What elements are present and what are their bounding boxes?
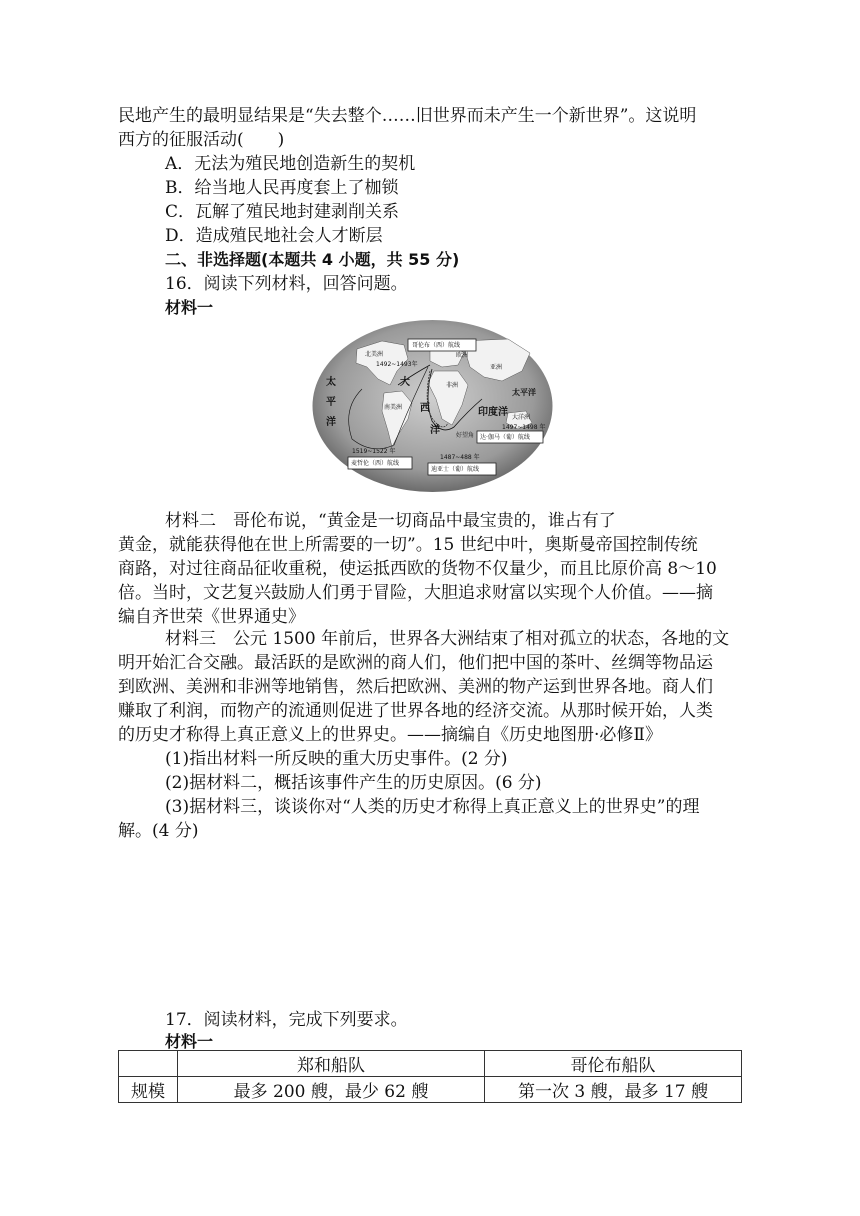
q16-m2-line4: 倍。当时，文艺复兴鼓励人们勇于冒险，大胆追求财富以实现个人价值。——摘 [118, 583, 713, 603]
year-1487-label: 1487~488 年 [440, 454, 480, 461]
q16-material1-label: 材料一 [165, 298, 214, 317]
q16-question-3: (3)据材料三，谈谈你对“人类的历史才称得上真正意义上的世界史”的理 [165, 797, 700, 817]
q16-m2-line1: 材料二 哥伦布说，“黄金是一切商品中最宝贵的，谁占有了 [165, 511, 616, 531]
q16-question-2: (2)据材料二，概括该事件产生的历史原因。(6 分) [165, 773, 542, 793]
q17-intro: 17．阅读材料，完成下列要求。 [165, 1010, 408, 1030]
north-america-label: 北美洲 [365, 351, 384, 358]
q16-m3-line2: 明开始汇合交融。最活跃的是欧洲的商人们，他们把中国的茶叶、丝绸等物品运 [118, 653, 713, 673]
table-header-row [119, 1051, 742, 1077]
fleet-comparison-table [118, 1050, 742, 1103]
pacific-left-3: 洋 [326, 417, 336, 428]
q15-option-c: C．瓦解了殖民地封建剥削关系 [165, 202, 400, 222]
q16-question-1: (1)指出材料一所反映的重大历史事件。(2 分) [165, 749, 508, 769]
europe-label: 欧洲 [456, 352, 469, 359]
table-cell: 最多 200 艘，最少 62 艘 [178, 1077, 485, 1103]
q16-m3-line5: 的历史才称得上真正意义上的世界史。——摘编自《历史地图册·必修Ⅱ》 [118, 725, 662, 745]
q16-m3-line3: 到欧洲、美洲和非洲等地销售，然后把欧洲、美洲的物产运到世界各地。商人们 [118, 677, 713, 697]
south-america-label: 南美洲 [384, 404, 403, 411]
magellan-label: 麦哲伦（西）航线 [351, 460, 400, 467]
year-1497-label: 1497~1498 年 [502, 424, 546, 431]
q15-stem-line2: 西方的征服活动( ) [118, 130, 285, 150]
q16-intro: 16．阅读下列材料，回答问题。 [165, 274, 408, 294]
columbus-label: 哥伦布（西）航线 [412, 342, 461, 349]
table-header-cell: 哥伦布船队 [485, 1051, 742, 1077]
pacific-right-label: 太平洋 [512, 387, 536, 397]
dagama-label: 达·伽马（葡）航线 [480, 434, 530, 441]
asia-label: 亚洲 [490, 364, 503, 371]
q15-option-b: B．给当地人民再度套上了枷锁 [165, 178, 399, 198]
africa-label: 非洲 [446, 382, 459, 389]
dias-label: 迪亚士（葡）航线 [431, 466, 480, 473]
table-header-cell: 郑和船队 [178, 1051, 485, 1077]
q16-m2-line2: 黄金，就能获得他在世上所需要的一切”。15 世纪中叶，奥斯曼帝国控制传统 [118, 535, 698, 555]
atlantic-1: 大 [400, 377, 410, 388]
indian-ocean-label: 印度洋 [478, 407, 508, 418]
q16-m3-line1: 材料三 公元 1500 年前后，世界各大洲结束了相对孤立的状态，各地的文 [165, 629, 730, 649]
q16-m2-line5: 编自齐世荣《世界通史》 [118, 607, 305, 627]
table-row [119, 1077, 742, 1103]
q15-stem-line1: 民地产生的最明显结果是“失去整个……旧世界而未产生一个新世界”。这说明 [118, 106, 697, 126]
cape-label: 好望角 [456, 432, 475, 439]
pacific-left-1: 太 [326, 377, 336, 388]
table-header-cell [119, 1051, 178, 1077]
q16-m2-line3: 商路，对过往商品征收重税，使运抵西欧的货物不仅量少，而且比原价高 8～10 [118, 559, 717, 579]
atlantic-3: 洋 [430, 425, 440, 436]
table-cell: 第一次 3 艘，最多 17 艘 [485, 1077, 742, 1103]
pacific-left-2: 平 [326, 397, 336, 408]
section2-title: 二、非选择题(本题共 4 小题，共 55 分) [165, 250, 460, 269]
voyages-map [312, 319, 553, 493]
q16-question-3-cont: 解。(4 分) [118, 821, 199, 841]
q17-material1-label: 材料一 [165, 1032, 214, 1051]
q16-m3-line4: 赚取了利润，而物产的流通则促进了世界各地的经济交流。从那时候开始，人类 [118, 701, 713, 721]
table-cell: 规模 [119, 1077, 178, 1103]
atlantic-2: 西 [420, 403, 430, 414]
q15-option-a: A．无法为殖民地创造新生的契机 [165, 154, 416, 174]
year-1492-label: 1492~1493年 [376, 361, 418, 368]
q15-option-d: D．造成殖民地社会人才断层 [165, 226, 383, 246]
oceania-label: 大洋洲 [512, 414, 531, 421]
year-1519-label: 1519~1522 年 [352, 448, 396, 455]
